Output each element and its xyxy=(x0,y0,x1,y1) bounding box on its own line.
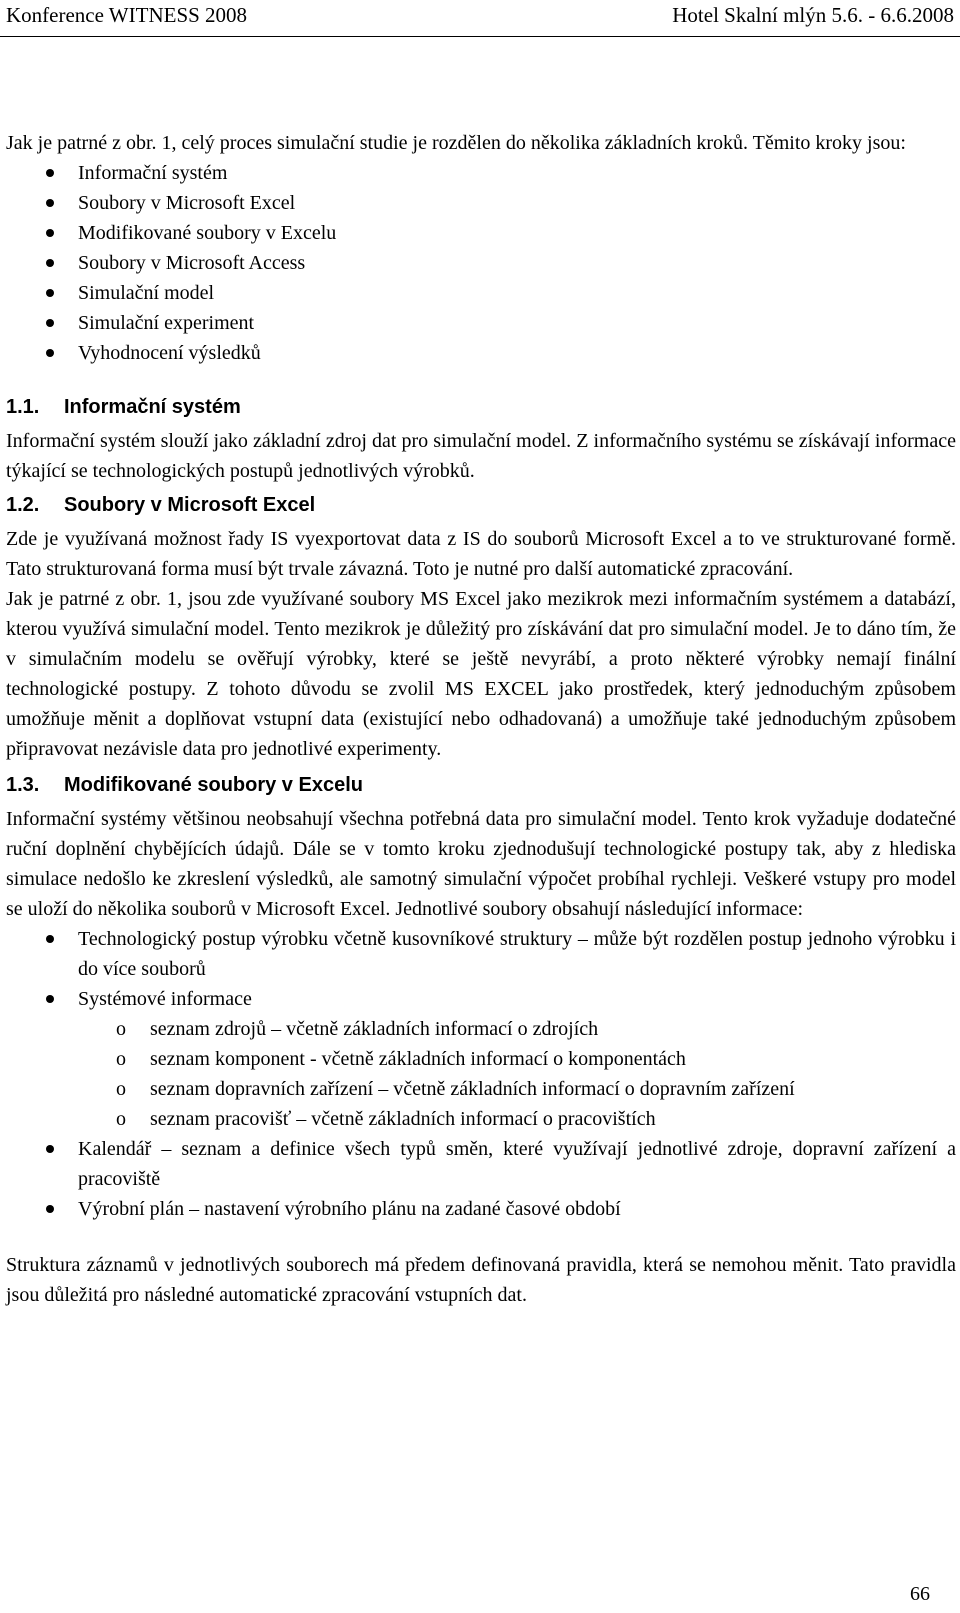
list-item: Kalendář – seznam a definice všech typů směn, které využívají jednotlivé zdroje, dopravní zařízení a pracoviště xyxy=(6,1134,956,1194)
list-item: Soubory v Microsoft Access xyxy=(6,248,956,278)
section-number: 1.1. xyxy=(6,396,40,418)
list-item: Soubory v Microsoft Excel xyxy=(6,188,956,218)
steps-list xyxy=(6,158,956,368)
sub-list-item: o seznam pracovišť – včetně základních informací o pracovištích xyxy=(78,1104,956,1134)
section-paragraph: Struktura záznamů v jednotlivých souborech má předem definovaná pravidla, která se nemohou měnit. Tato pravidla jsou důležitá pro následné automatické zpracování vstupních dat. xyxy=(6,1254,956,1306)
list-item: Vyhodnocení výsledků xyxy=(6,338,956,368)
header-conference: Konference WITNESS 2008 xyxy=(6,3,248,27)
sub-list-item: o seznam zdrojů – včetně základních informací o zdrojích xyxy=(78,1014,956,1044)
info-list xyxy=(6,924,956,1224)
header-venue: Hotel Skalní mlýn 5.6. - 6.6.2008 xyxy=(672,3,954,27)
section-heading xyxy=(6,770,956,800)
page-content xyxy=(6,128,956,1310)
section-paragraph: Zde je využívaná možnost řady IS vyexportovat data z IS do souborů Microsoft Excel a to ve strukturované formě. Tato strukturovaná forma musí být trvale závazná. Toto je nutné pro další automatické zpracování. xyxy=(6,528,956,580)
section-title: Modifikované soubory v Excelu xyxy=(64,774,363,796)
section-title: Soubory v Microsoft Excel xyxy=(64,494,316,516)
list-item: Simulační experiment xyxy=(6,308,956,338)
list-item xyxy=(6,984,956,1134)
section-number: 1.2. xyxy=(6,494,40,516)
section-paragraph: Jak je patrné z obr. 1, jsou zde využívané soubory MS Excel jako mezikrok mezi informačním systémem a databází, kterou využívá simulační model. Tento mezikrok je důležitý pro získávání dat pro simulační model. Je to dáno tím, že v simulačním modelu se ověřují výrobky, které se ještě nevyrábí, a proto některé výrobky nemají finální technologické postupy. Z tohoto důvodu se zvolil MS EXCEL jako prostředek, který jednoduchým způsobem umožňuje měnit a doplňovat vstupní data (existující nebo odhadovaná) a umožňuje také jednoduchým způsobem připravovat nezávisle data pro jednotlivé experimenty. xyxy=(6,588,956,760)
section-title: Informační systém xyxy=(64,396,241,418)
page-header xyxy=(0,0,960,37)
list-item: Technologický postup výrobku včetně kusovníkové struktury – může být rozdělen postup jednoho výrobku i do více souborů xyxy=(6,924,956,984)
sub-list-item: o seznam komponent - včetně základních informací o komponentách xyxy=(78,1044,956,1074)
page-number: 66 xyxy=(910,1583,930,1605)
sub-list xyxy=(78,1014,956,1134)
section-paragraph: Informační systém slouží jako základní zdroj dat pro simulační model. Z informačního systému se získávají informace týkající se technologických postupů jednotlivých výrobků. xyxy=(6,430,956,482)
intro-paragraph: Jak je patrné z obr. 1, celý proces simulační studie je rozdělen do několika základních kroků. Těmito kroky jsou: xyxy=(6,132,906,154)
section-heading xyxy=(6,490,956,520)
sub-list-item: o seznam dopravních zařízení – včetně základních informací o dopravním zařízení xyxy=(78,1074,956,1104)
section-number: 1.3. xyxy=(6,774,40,796)
list-item: Výrobní plán – nastavení výrobního plánu na zadané časové období xyxy=(6,1194,956,1224)
list-item-label: Systémové informace xyxy=(78,988,252,1010)
list-item: Simulační model xyxy=(6,278,956,308)
list-item: Modifikované soubory v Excelu xyxy=(6,218,956,248)
section-paragraph: Informační systémy většinou neobsahují všechna potřebná data pro simulační model. Tento krok vyžaduje dodatečné ruční doplnění chybějících údajů. Dále se v tomto kroku zjednodušují technologické postupy tak, aby z hlediska simulace nedošlo ke zkreslení výsledků, ale samotný simulační výpočet probíhal rychleji. Veškeré vstupy pro model se uloží do několika souborů v Microsoft Excel. Jednotlivé soubory obsahují následující informace: xyxy=(6,808,956,920)
section-heading xyxy=(6,392,956,422)
list-item: Informační systém xyxy=(6,158,956,188)
